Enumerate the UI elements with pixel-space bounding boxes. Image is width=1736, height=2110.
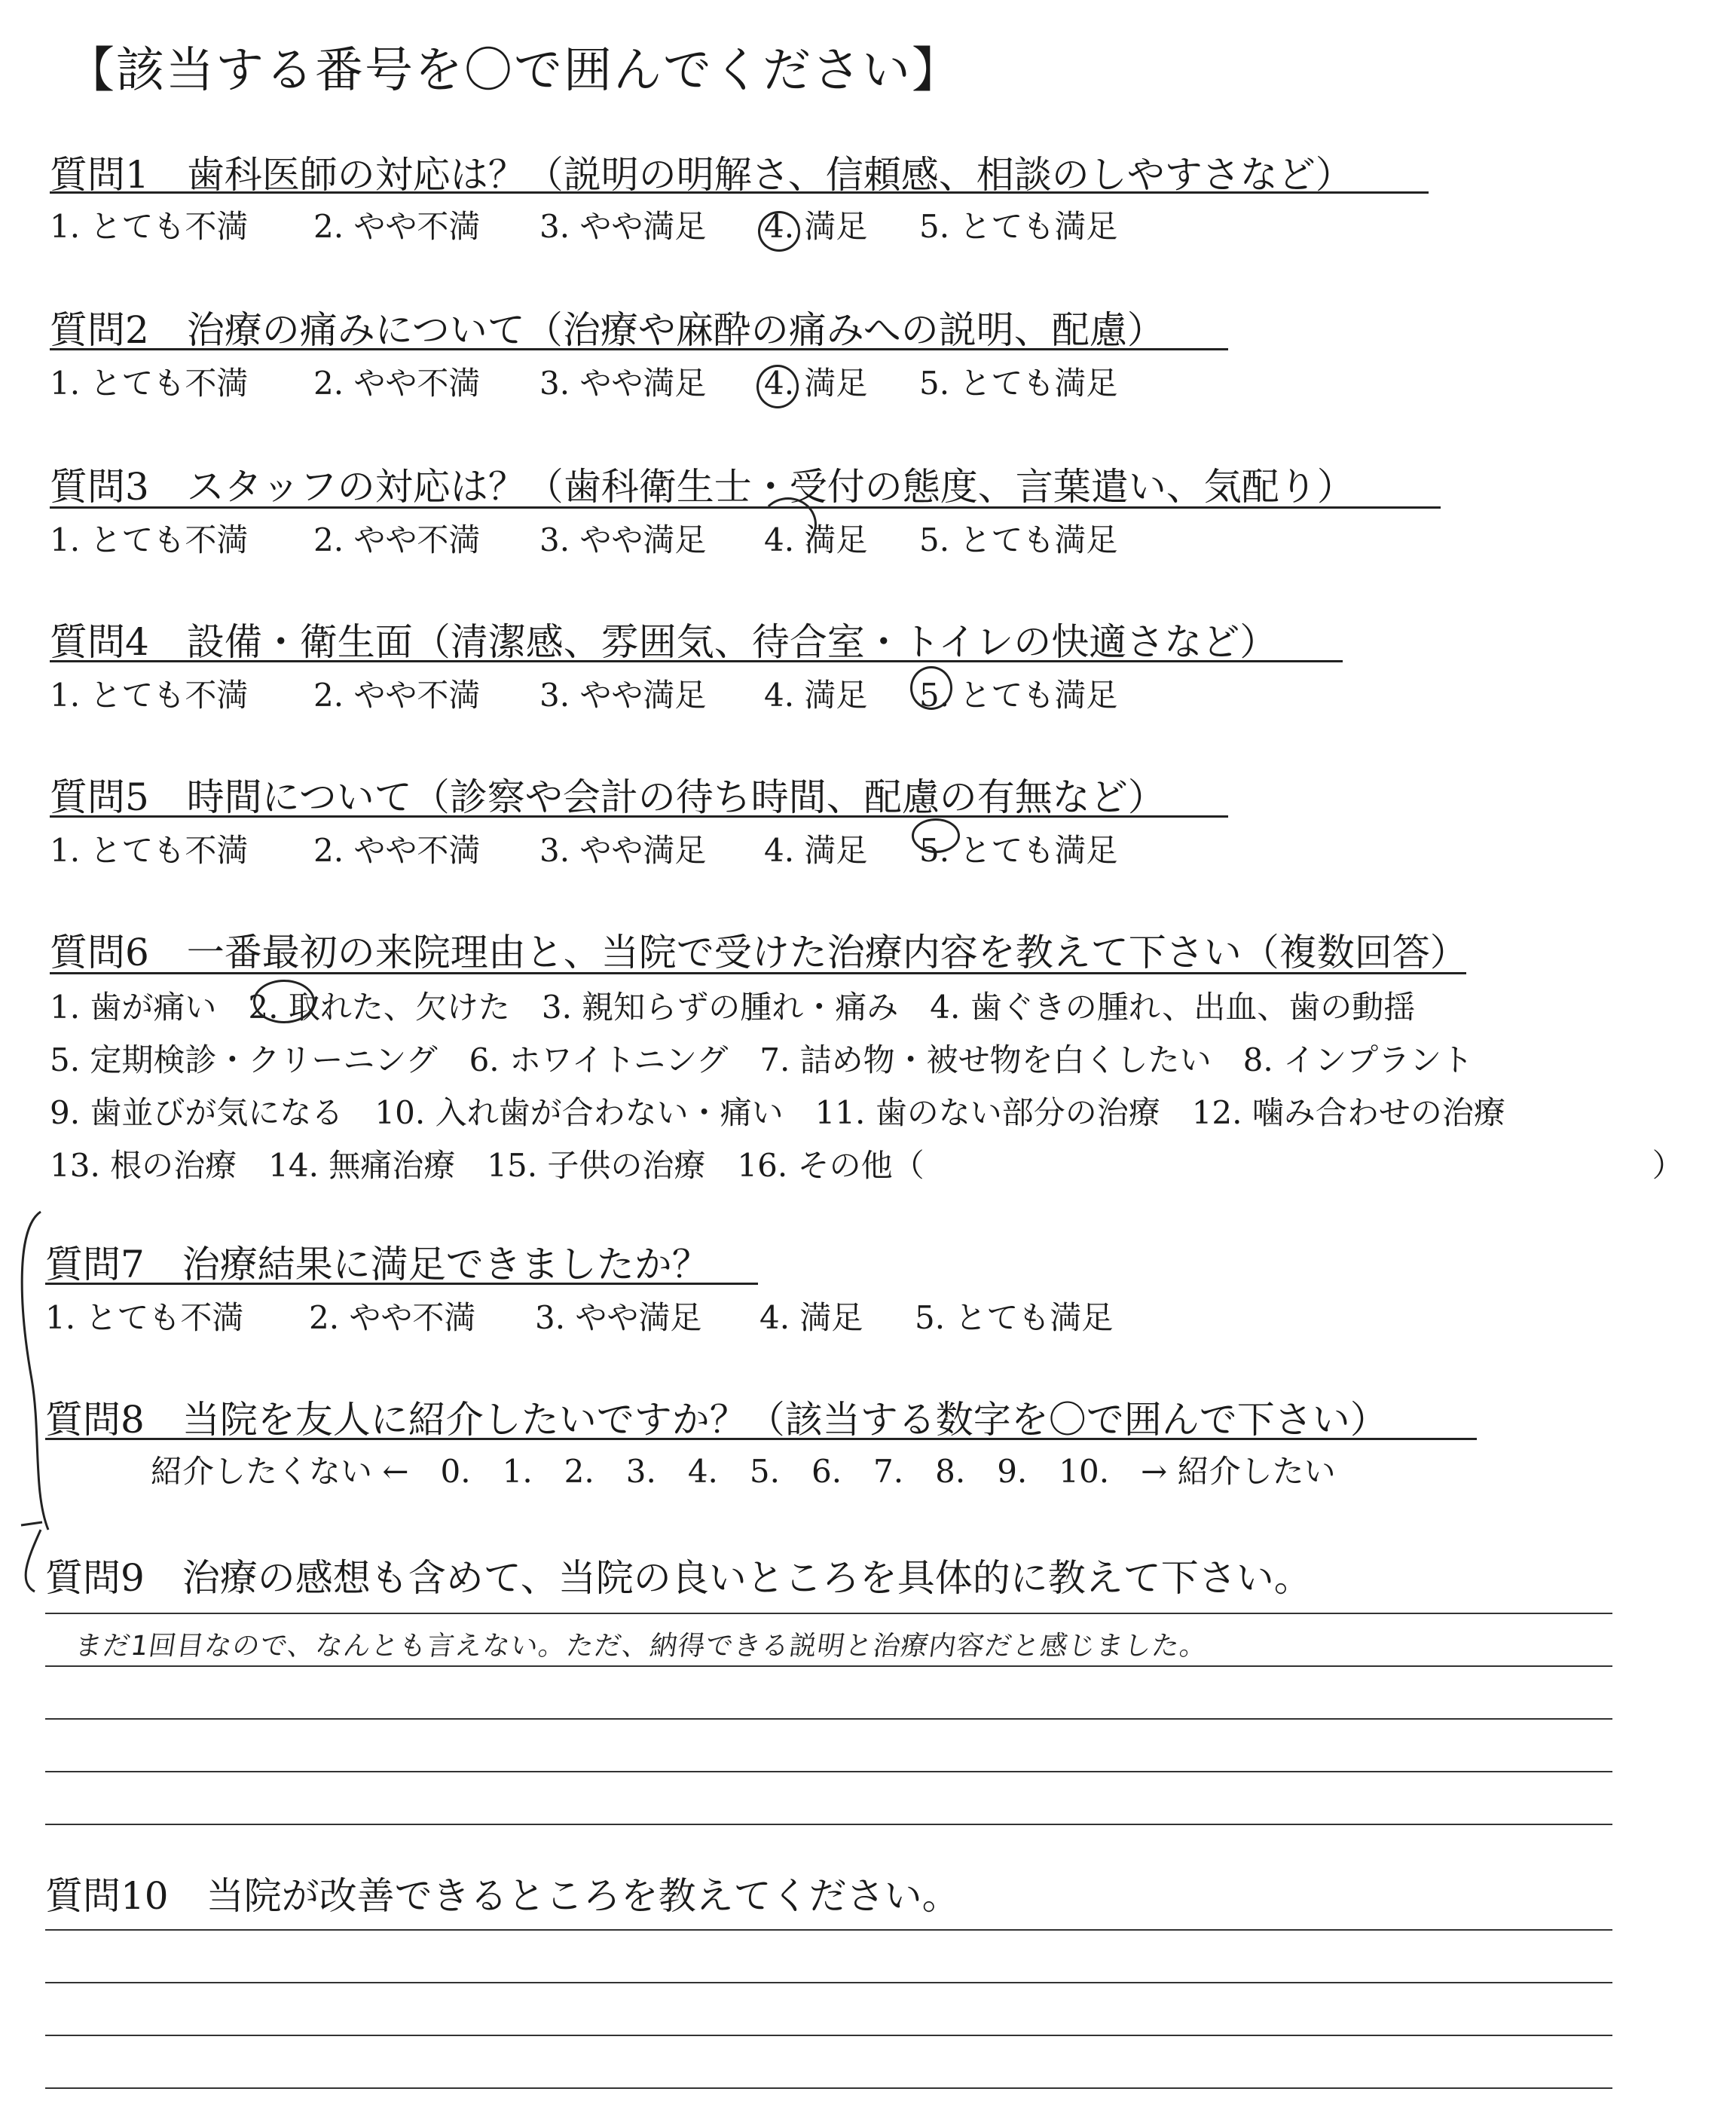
- q1-option-4[interactable]: 4. 満足: [764, 208, 868, 245]
- q6-option-row-4[interactable]: 13. 根の治療 14. 無痛治療 15. 子供の治療 16. その他（ ）: [50, 1147, 1684, 1184]
- q2-option-2[interactable]: 2. やや不満: [313, 365, 481, 402]
- q9-answer-line-2: [45, 1665, 1612, 1667]
- q5-option-5[interactable]: 5. とても満足: [919, 832, 1118, 869]
- q2-option-5[interactable]: 5. とても満足: [919, 365, 1118, 402]
- q4-selection-circle: [910, 666, 952, 710]
- q3-selection-circle: [760, 497, 817, 552]
- q10-answer-line-3: [45, 2035, 1612, 2036]
- q8-recommend-scale[interactable]: 紹介したくない ← 0. 1. 2. 3. 4. 5. 6. 7. 8. 9. 10. → 紹介したい: [151, 1453, 1336, 1490]
- question-8-underline: [45, 1438, 1477, 1440]
- q3-option-2[interactable]: 2. やや不満: [313, 521, 481, 558]
- q9-answer-line-3: [45, 1718, 1612, 1720]
- q7-option-2[interactable]: 2. やや不満: [309, 1299, 476, 1336]
- q5-option-4[interactable]: 4. 満足: [764, 832, 868, 869]
- q10-answer-line-4: [45, 2087, 1612, 2089]
- question-7-underline: [45, 1283, 758, 1285]
- q9-answer-line-5: [45, 1824, 1612, 1825]
- q9-answer-line-1: [45, 1613, 1612, 1614]
- q5-selection-circle: [912, 818, 960, 853]
- q3-option-4[interactable]: 4. 満足: [764, 521, 868, 558]
- q5-option-1[interactable]: 1. とても不満: [50, 832, 249, 869]
- q1-option-5[interactable]: 5. とても満足: [919, 208, 1118, 245]
- q2-option-1[interactable]: 1. とても不満: [50, 365, 249, 402]
- q7-option-3[interactable]: 3. やや満足: [535, 1299, 702, 1336]
- q6-option-row-3[interactable]: 9. 歯並びが気になる 10. 入れ歯が合わない・痛い 11. 歯のない部分の治療 12. 噛み合わせの治療: [50, 1094, 1505, 1131]
- q3-option-1[interactable]: 1. とても不満: [50, 521, 249, 558]
- question-9-label: 質問9 治療の感想も含めて、当院の良いところを具体的に教えて下さい。: [45, 1556, 1312, 1600]
- question-6-label: 質問6 一番最初の来院理由と、当院で受けた治療内容を教えて下さい（複数回答）: [50, 931, 1468, 974]
- q4-option-1[interactable]: 1. とても不満: [50, 677, 249, 714]
- q7-option-4[interactable]: 4. 満足: [760, 1299, 863, 1336]
- q10-answer-line-1: [45, 1929, 1612, 1931]
- q4-option-5[interactable]: 5. とても満足: [919, 677, 1118, 714]
- q2-selection-circle: [756, 365, 799, 408]
- question-3-label: 質問3 スタッフの対応は？（歯科衛生士・受付の態度、言葉遣い、気配り）: [50, 465, 1355, 509]
- question-4-label: 質問4 設備・衛生面（清潔感、雰囲気、待合室・トイレの快適さなど）: [50, 620, 1278, 664]
- q6-selection-circle: [253, 980, 315, 1023]
- q6-option-row-2[interactable]: 5. 定期検診・クリーニング 6. ホワイトニング 7. 詰め物・被せ物を白くしたい 8. インプラント: [50, 1041, 1474, 1078]
- q2-option-4[interactable]: 4. 満足: [764, 365, 868, 402]
- q9-handwritten-answer[interactable]: まだ1回目なので、なんとも言えない。ただ、納得できる説明と治療内容だと感じました。: [72, 1631, 1210, 1662]
- form-title: 【該当する番号を〇で囲んでください】: [66, 43, 961, 99]
- question-4-underline: [50, 660, 1343, 662]
- q7-option-5[interactable]: 5. とても満足: [915, 1299, 1114, 1336]
- q7-option-1[interactable]: 1. とても不満: [45, 1299, 244, 1336]
- q1-option-3[interactable]: 3. やや満足: [539, 208, 707, 245]
- question-3-underline: [50, 506, 1441, 509]
- question-6-underline: [50, 972, 1466, 974]
- q2-option-3[interactable]: 3. やや満足: [539, 365, 707, 402]
- q3-option-5[interactable]: 5. とても満足: [919, 521, 1118, 558]
- q4-option-4[interactable]: 4. 満足: [764, 677, 868, 714]
- q1-option-2[interactable]: 2. やや不満: [313, 208, 481, 245]
- question-2-underline: [50, 348, 1228, 350]
- q9-answer-line-4: [45, 1771, 1612, 1772]
- question-2-label: 質問2 治療の痛みについて（治療や麻酔の痛みへの説明、配慮）: [50, 308, 1165, 352]
- question-10-label: 質問10 当院が改善できるところを教えてください。: [45, 1874, 960, 1918]
- question-5-underline: [50, 815, 1228, 818]
- q5-option-3[interactable]: 3. やや満足: [539, 832, 707, 869]
- q5-option-2[interactable]: 2. やや不満: [313, 832, 481, 869]
- question-1-underline: [50, 191, 1429, 194]
- q10-answer-line-2: [45, 1982, 1612, 1983]
- q4-option-3[interactable]: 3. やや満足: [539, 677, 707, 714]
- question-1-label: 質問1 歯科医師の対応は？（説明の明解さ、信頼感、相談のしやすさなど）: [50, 153, 1353, 197]
- q3-option-3[interactable]: 3. やや満足: [539, 521, 707, 558]
- question-5-label: 質問5 時間について（診察や会計の待ち時間、配慮の有無など）: [50, 775, 1166, 819]
- q4-option-2[interactable]: 2. やや不満: [313, 677, 481, 714]
- question-8-label: 質問8 当院を友人に紹介したいですか？（該当する数字を〇で囲んで下さい）: [45, 1398, 1388, 1442]
- q6-option-row-1[interactable]: 1. 歯が痛い 2. 取れた、欠けた 3. 親知らずの腫れ・痛み 4. 歯ぐきの腫れ、出血、歯の動揺: [50, 989, 1416, 1026]
- question-7-label: 質問7 治療結果に満足できましたか？: [45, 1243, 710, 1286]
- q1-selection-circle: [758, 211, 800, 252]
- q1-option-1[interactable]: 1. とても不満: [50, 208, 249, 245]
